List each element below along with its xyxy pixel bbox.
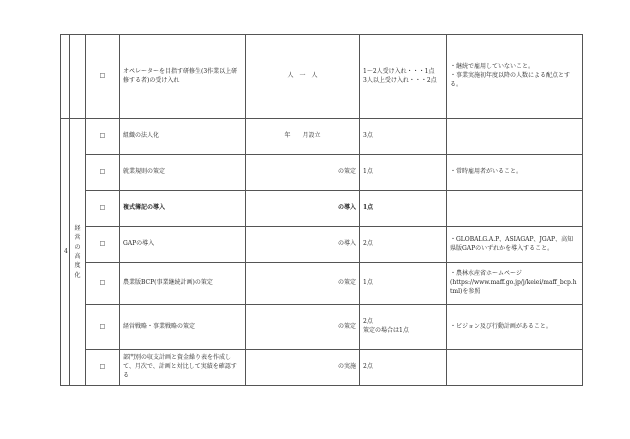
- checkbox[interactable]: □: [86, 119, 120, 155]
- notes-text: [447, 191, 583, 227]
- item-label: 複式簿記の導入: [120, 191, 246, 227]
- points-text: 1点: [360, 191, 447, 227]
- condition-text: の導入: [246, 227, 360, 263]
- checkbox[interactable]: □: [86, 191, 120, 227]
- points-text: 2点 策定の場合は1点: [360, 305, 447, 350]
- table-row: [61, 191, 583, 227]
- item-label: 農業版BCP(事業継続計画)の策定: [120, 263, 246, 305]
- table-row: [61, 227, 583, 263]
- condition-text: 人 一 人: [246, 35, 360, 119]
- points-text: 1点: [360, 263, 447, 305]
- condition-text: 年 月設立: [246, 119, 360, 155]
- notes-text: ・農林水産省ホームページ (https://www.maff.go.jp/j/keiei/maff_bcp.html)を参照: [447, 263, 583, 305]
- checkbox[interactable]: □: [86, 263, 120, 305]
- notes-text: ・継続で雇用していないこと。 ・事業実施初年度以降の人数による配点とする。: [447, 35, 583, 119]
- table-row: [61, 263, 583, 305]
- table-row: [61, 35, 583, 119]
- blank-cell: [70, 35, 86, 119]
- checkbox[interactable]: □: [86, 350, 120, 386]
- points-text: 1～2人受け入れ・・・1点 3人以上受け入れ・・・2点: [360, 35, 447, 119]
- item-label: 部門別の収支計画と資金繰り表を作成して、月次で、計画と対比して実績を確認する: [120, 350, 246, 386]
- notes-text: ・GLOBALG.A.P、ASIAGAP、JGAP、高知県版GAPのいずれかを導入すること。: [447, 227, 583, 263]
- points-text: 1点: [360, 155, 447, 191]
- blank-cell: [61, 35, 70, 119]
- points-text: 2点: [360, 227, 447, 263]
- category-label: 経 営 の 高 度 化: [70, 119, 86, 386]
- item-label: オペレーターを目指す研修生(3作業以上研修する者)の受け入れ: [120, 35, 246, 119]
- notes-text: ・ビジョン及び行動計画があること。: [447, 305, 583, 350]
- notes-text: [447, 119, 583, 155]
- checkbox[interactable]: □: [86, 155, 120, 191]
- checkbox[interactable]: □: [86, 227, 120, 263]
- item-label: 就業規則の策定: [120, 155, 246, 191]
- item-label: GAPの導入: [120, 227, 246, 263]
- score-table: [60, 34, 583, 386]
- notes-text: ・常時雇用者がいること。: [447, 155, 583, 191]
- condition-text: の導入: [246, 191, 360, 227]
- condition-text: の策定: [246, 155, 360, 191]
- checkbox[interactable]: □: [86, 305, 120, 350]
- table-row: [61, 155, 583, 191]
- item-label: 組織の法人化: [120, 119, 246, 155]
- notes-text: [447, 350, 583, 386]
- points-text: 3点: [360, 119, 447, 155]
- condition-text: の策定: [246, 305, 360, 350]
- condition-text: の策定: [246, 263, 360, 305]
- category-number: 4: [61, 119, 70, 386]
- table-row: [61, 119, 583, 155]
- table-row: [61, 350, 583, 386]
- table-row: [61, 305, 583, 350]
- points-text: 2点: [360, 350, 447, 386]
- checkbox[interactable]: □: [86, 35, 120, 119]
- condition-text: の実施: [246, 350, 360, 386]
- item-label: 経営戦略・事業戦略の策定: [120, 305, 246, 350]
